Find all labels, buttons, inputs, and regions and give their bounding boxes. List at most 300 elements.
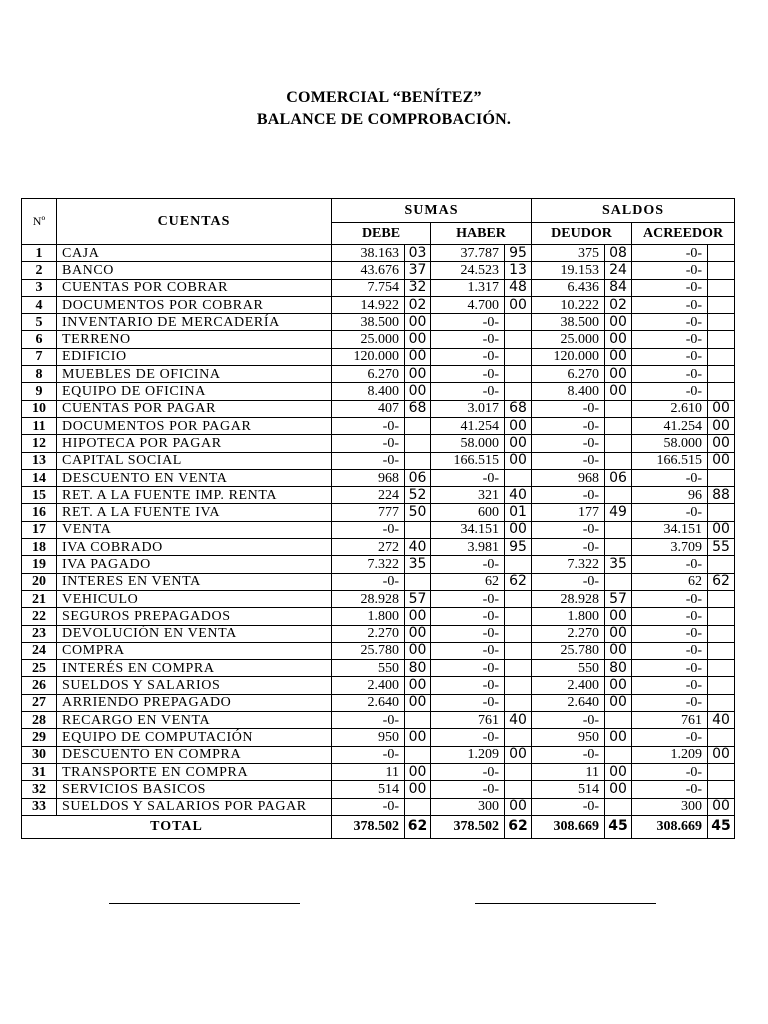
row-number: 3 bbox=[22, 279, 57, 296]
deudor-cents: 08 bbox=[605, 245, 632, 262]
acreedor-amount: 34.151 bbox=[632, 521, 708, 538]
deudor-cents bbox=[605, 539, 632, 556]
acreedor-cents: 55 bbox=[708, 539, 735, 556]
acreedor-cents bbox=[708, 245, 735, 262]
deudor-cents bbox=[605, 573, 632, 590]
haber-cents: 01 bbox=[505, 504, 532, 521]
debe-amount: -0- bbox=[332, 452, 405, 469]
deudor-amount: 6.436 bbox=[532, 279, 605, 296]
acreedor-cents: 40 bbox=[708, 712, 735, 729]
total-deudor-cents: 45 bbox=[605, 815, 632, 838]
table-row bbox=[22, 452, 735, 469]
row-number: 31 bbox=[22, 763, 57, 780]
deudor-cents: 35 bbox=[605, 556, 632, 573]
account-name: IVA PAGADO bbox=[57, 556, 332, 573]
debe-cents bbox=[405, 573, 431, 590]
header-acreedor: ACREEDOR bbox=[632, 223, 735, 245]
haber-cents bbox=[505, 763, 532, 780]
account-name: DEVOLUCIÓN EN VENTA bbox=[57, 625, 332, 642]
table-row bbox=[22, 296, 735, 313]
acreedor-amount: -0- bbox=[632, 331, 708, 348]
row-number: 14 bbox=[22, 469, 57, 486]
debe-amount: 224 bbox=[332, 487, 405, 504]
acreedor-amount: -0- bbox=[632, 729, 708, 746]
debe-cents: 00 bbox=[405, 781, 431, 798]
deudor-cents bbox=[605, 487, 632, 504]
report-title: BALANCE DE COMPROBACIÓN. bbox=[256, 111, 512, 128]
row-number: 15 bbox=[22, 487, 57, 504]
row-number: 5 bbox=[22, 314, 57, 331]
acreedor-cents bbox=[708, 677, 735, 694]
table-row bbox=[22, 625, 735, 642]
account-name: INVENTARIO DE MERCADERÍA bbox=[57, 314, 332, 331]
deudor-amount: -0- bbox=[532, 798, 605, 815]
haber-cents bbox=[505, 590, 532, 607]
table-row bbox=[22, 435, 735, 452]
debe-amount: 2.640 bbox=[332, 694, 405, 711]
account-name: CAJA bbox=[57, 245, 332, 262]
haber-amount: -0- bbox=[431, 677, 505, 694]
table-row bbox=[22, 590, 735, 607]
haber-amount: -0- bbox=[431, 642, 505, 659]
deudor-cents bbox=[605, 746, 632, 763]
acreedor-cents: 88 bbox=[708, 487, 735, 504]
table-row bbox=[22, 608, 735, 625]
table-row bbox=[22, 245, 735, 262]
deudor-cents: 06 bbox=[605, 469, 632, 486]
acreedor-amount: -0- bbox=[632, 262, 708, 279]
acreedor-amount: -0- bbox=[632, 642, 708, 659]
acreedor-amount: 62 bbox=[632, 573, 708, 590]
acreedor-amount: -0- bbox=[632, 660, 708, 677]
deudor-amount: 8.400 bbox=[532, 383, 605, 400]
deudor-amount: 968 bbox=[532, 469, 605, 486]
header-saldos: SALDOS bbox=[532, 199, 735, 223]
debe-cents: 40 bbox=[405, 539, 431, 556]
deudor-cents: 00 bbox=[605, 677, 632, 694]
deudor-cents: 00 bbox=[605, 383, 632, 400]
table-row bbox=[22, 487, 735, 504]
deudor-cents: 57 bbox=[605, 590, 632, 607]
haber-cents bbox=[505, 331, 532, 348]
acreedor-amount: -0- bbox=[632, 314, 708, 331]
account-name: TERRENO bbox=[57, 331, 332, 348]
debe-cents: 00 bbox=[405, 608, 431, 625]
haber-cents bbox=[505, 348, 532, 365]
acreedor-cents: 00 bbox=[708, 746, 735, 763]
table-row bbox=[22, 746, 735, 763]
table-row bbox=[22, 417, 735, 434]
haber-amount: -0- bbox=[431, 314, 505, 331]
debe-cents: 03 bbox=[405, 245, 431, 262]
deudor-amount: 375 bbox=[532, 245, 605, 262]
haber-amount: 24.523 bbox=[431, 262, 505, 279]
haber-cents bbox=[505, 729, 532, 746]
haber-cents bbox=[505, 694, 532, 711]
table-row bbox=[22, 400, 735, 417]
row-number: 18 bbox=[22, 539, 57, 556]
deudor-amount: -0- bbox=[532, 573, 605, 590]
header-deudor: DEUDOR bbox=[532, 223, 632, 245]
row-number: 24 bbox=[22, 642, 57, 659]
deudor-cents: 00 bbox=[605, 314, 632, 331]
acreedor-cents: 00 bbox=[708, 521, 735, 538]
table-row bbox=[22, 763, 735, 780]
debe-amount: 2.270 bbox=[332, 625, 405, 642]
deudor-cents: 00 bbox=[605, 348, 632, 365]
row-number: 33 bbox=[22, 798, 57, 815]
deudor-cents: 00 bbox=[605, 729, 632, 746]
haber-amount: 1.209 bbox=[431, 746, 505, 763]
acreedor-cents bbox=[708, 642, 735, 659]
table-row bbox=[22, 642, 735, 659]
table-row bbox=[22, 383, 735, 400]
acreedor-cents bbox=[708, 608, 735, 625]
debe-cents bbox=[405, 435, 431, 452]
haber-amount: -0- bbox=[431, 660, 505, 677]
table-row bbox=[22, 677, 735, 694]
deudor-amount: -0- bbox=[532, 521, 605, 538]
account-name: SUELDOS Y SALARIOS bbox=[57, 677, 332, 694]
haber-amount: 37.787 bbox=[431, 245, 505, 262]
account-name: EDIFICIO bbox=[57, 348, 332, 365]
row-number: 22 bbox=[22, 608, 57, 625]
deudor-cents: 49 bbox=[605, 504, 632, 521]
debe-cents: 37 bbox=[405, 262, 431, 279]
deudor-cents bbox=[605, 417, 632, 434]
acreedor-amount: -0- bbox=[632, 677, 708, 694]
acreedor-cents bbox=[708, 504, 735, 521]
debe-amount: -0- bbox=[332, 712, 405, 729]
table-row bbox=[22, 331, 735, 348]
row-number: 32 bbox=[22, 781, 57, 798]
account-name: RET. A LA FUENTE IVA bbox=[57, 504, 332, 521]
acreedor-cents bbox=[708, 625, 735, 642]
haber-cents: 68 bbox=[505, 400, 532, 417]
acreedor-cents bbox=[708, 729, 735, 746]
account-name: RECARGO EN VENTA bbox=[57, 712, 332, 729]
row-number: 19 bbox=[22, 556, 57, 573]
haber-amount: -0- bbox=[431, 383, 505, 400]
haber-cents bbox=[505, 383, 532, 400]
row-number: 27 bbox=[22, 694, 57, 711]
haber-amount: 1.317 bbox=[431, 279, 505, 296]
deudor-cents bbox=[605, 452, 632, 469]
acreedor-cents bbox=[708, 383, 735, 400]
haber-amount: -0- bbox=[431, 763, 505, 780]
account-name: MUEBLES DE OFICINA bbox=[57, 366, 332, 383]
debe-amount: 120.000 bbox=[332, 348, 405, 365]
row-number: 16 bbox=[22, 504, 57, 521]
haber-amount: -0- bbox=[431, 590, 505, 607]
total-acreedor: 308.669 bbox=[632, 815, 708, 838]
account-name: DESCUENTO EN COMPRA bbox=[57, 746, 332, 763]
row-number: 25 bbox=[22, 660, 57, 677]
haber-amount: 4.700 bbox=[431, 296, 505, 313]
debe-cents: 06 bbox=[405, 469, 431, 486]
signature-line-left bbox=[109, 903, 300, 904]
header-sumas: SUMAS bbox=[332, 199, 532, 223]
haber-cents: 13 bbox=[505, 262, 532, 279]
deudor-amount: 120.000 bbox=[532, 348, 605, 365]
account-name: HIPOTECA POR PAGAR bbox=[57, 435, 332, 452]
haber-cents bbox=[505, 366, 532, 383]
acreedor-amount: -0- bbox=[632, 556, 708, 573]
debe-amount: 272 bbox=[332, 539, 405, 556]
row-number: 20 bbox=[22, 573, 57, 590]
haber-amount: -0- bbox=[431, 781, 505, 798]
company-title: COMERCIAL “BENÍTEZ” bbox=[286, 89, 482, 106]
account-name: DESCUENTO EN VENTA bbox=[57, 469, 332, 486]
acreedor-cents: 00 bbox=[708, 400, 735, 417]
haber-amount: -0- bbox=[431, 348, 505, 365]
debe-cents bbox=[405, 798, 431, 815]
deudor-amount: 2.400 bbox=[532, 677, 605, 694]
acreedor-cents bbox=[708, 366, 735, 383]
debe-amount: -0- bbox=[332, 573, 405, 590]
haber-cents bbox=[505, 469, 532, 486]
acreedor-cents: 00 bbox=[708, 417, 735, 434]
debe-amount: 43.676 bbox=[332, 262, 405, 279]
account-name: VENTA bbox=[57, 521, 332, 538]
debe-cents: 02 bbox=[405, 296, 431, 313]
account-name: INTERÉS EN COMPRA bbox=[57, 660, 332, 677]
haber-cents bbox=[505, 781, 532, 798]
table-row bbox=[22, 366, 735, 383]
deudor-amount: -0- bbox=[532, 712, 605, 729]
debe-amount: 25.000 bbox=[332, 331, 405, 348]
deudor-cents: 00 bbox=[605, 608, 632, 625]
table-row bbox=[22, 539, 735, 556]
haber-cents bbox=[505, 556, 532, 573]
debe-amount: 7.754 bbox=[332, 279, 405, 296]
account-name: SEGUROS PREPAGADOS bbox=[57, 608, 332, 625]
debe-amount: 25.780 bbox=[332, 642, 405, 659]
debe-cents: 00 bbox=[405, 763, 431, 780]
haber-cents: 00 bbox=[505, 435, 532, 452]
debe-amount: 14.922 bbox=[332, 296, 405, 313]
table-row bbox=[22, 798, 735, 815]
account-name: SUELDOS Y SALARIOS POR PAGAR bbox=[57, 798, 332, 815]
acreedor-amount: 300 bbox=[632, 798, 708, 815]
debe-amount: 514 bbox=[332, 781, 405, 798]
debe-cents: 00 bbox=[405, 642, 431, 659]
row-number: 6 bbox=[22, 331, 57, 348]
debe-amount: 38.163 bbox=[332, 245, 405, 262]
acreedor-amount: -0- bbox=[632, 348, 708, 365]
acreedor-amount: 41.254 bbox=[632, 417, 708, 434]
acreedor-cents bbox=[708, 279, 735, 296]
deudor-cents: 80 bbox=[605, 660, 632, 677]
debe-cents: 00 bbox=[405, 625, 431, 642]
acreedor-amount: 1.209 bbox=[632, 746, 708, 763]
row-number: 7 bbox=[22, 348, 57, 365]
row-number: 28 bbox=[22, 712, 57, 729]
account-name: CUENTAS POR PAGAR bbox=[57, 400, 332, 417]
debe-amount: -0- bbox=[332, 435, 405, 452]
total-row bbox=[22, 815, 735, 838]
header-accounts: CUENTAS bbox=[57, 199, 332, 245]
haber-amount: -0- bbox=[431, 729, 505, 746]
acreedor-cents bbox=[708, 469, 735, 486]
debe-cents: 52 bbox=[405, 487, 431, 504]
haber-cents: 62 bbox=[505, 573, 532, 590]
deudor-amount: 25.780 bbox=[532, 642, 605, 659]
haber-cents: 95 bbox=[505, 539, 532, 556]
acreedor-amount: 166.515 bbox=[632, 452, 708, 469]
deudor-cents: 00 bbox=[605, 331, 632, 348]
acreedor-amount: -0- bbox=[632, 781, 708, 798]
debe-cents: 00 bbox=[405, 383, 431, 400]
haber-amount: 761 bbox=[431, 712, 505, 729]
deudor-amount: 19.153 bbox=[532, 262, 605, 279]
deudor-cents: 00 bbox=[605, 625, 632, 642]
acreedor-amount: -0- bbox=[632, 694, 708, 711]
deudor-amount: 10.222 bbox=[532, 296, 605, 313]
table-row bbox=[22, 556, 735, 573]
debe-amount: -0- bbox=[332, 417, 405, 434]
haber-amount: -0- bbox=[431, 331, 505, 348]
acreedor-amount: -0- bbox=[632, 590, 708, 607]
acreedor-amount: -0- bbox=[632, 469, 708, 486]
haber-cents: 40 bbox=[505, 712, 532, 729]
debe-cents: 00 bbox=[405, 694, 431, 711]
debe-amount: 11 bbox=[332, 763, 405, 780]
acreedor-amount: 96 bbox=[632, 487, 708, 504]
acreedor-amount: -0- bbox=[632, 279, 708, 296]
table-row bbox=[22, 504, 735, 521]
haber-cents bbox=[505, 608, 532, 625]
deudor-amount: -0- bbox=[532, 417, 605, 434]
debe-amount: 6.270 bbox=[332, 366, 405, 383]
deudor-amount: 514 bbox=[532, 781, 605, 798]
acreedor-amount: -0- bbox=[632, 366, 708, 383]
haber-amount: 34.151 bbox=[431, 521, 505, 538]
acreedor-amount: -0- bbox=[632, 504, 708, 521]
row-number: 9 bbox=[22, 383, 57, 400]
acreedor-cents bbox=[708, 556, 735, 573]
deudor-amount: 177 bbox=[532, 504, 605, 521]
deudor-amount: -0- bbox=[532, 452, 605, 469]
row-number: 8 bbox=[22, 366, 57, 383]
debe-amount: 38.500 bbox=[332, 314, 405, 331]
deudor-amount: 28.928 bbox=[532, 590, 605, 607]
debe-amount: 968 bbox=[332, 469, 405, 486]
haber-cents: 48 bbox=[505, 279, 532, 296]
total-debe-cents: 62 bbox=[405, 815, 431, 838]
acreedor-cents bbox=[708, 262, 735, 279]
haber-amount: 3.981 bbox=[431, 539, 505, 556]
debe-cents: 00 bbox=[405, 729, 431, 746]
account-name: INTERES EN VENTA bbox=[57, 573, 332, 590]
haber-amount: 41.254 bbox=[431, 417, 505, 434]
deudor-cents bbox=[605, 521, 632, 538]
debe-cents: 57 bbox=[405, 590, 431, 607]
table-row bbox=[22, 781, 735, 798]
haber-cents: 00 bbox=[505, 417, 532, 434]
row-number: 4 bbox=[22, 296, 57, 313]
account-name: SERVICIOS BASICOS bbox=[57, 781, 332, 798]
debe-amount: -0- bbox=[332, 521, 405, 538]
acreedor-cents bbox=[708, 590, 735, 607]
account-name: RET. A LA FUENTE IMP. RENTA bbox=[57, 487, 332, 504]
deudor-cents: 00 bbox=[605, 694, 632, 711]
table-row bbox=[22, 348, 735, 365]
deudor-amount: 2.270 bbox=[532, 625, 605, 642]
debe-amount: 407 bbox=[332, 400, 405, 417]
total-label: TOTAL bbox=[22, 815, 332, 838]
haber-amount: 300 bbox=[431, 798, 505, 815]
account-name: TRANSPORTE EN COMPRA bbox=[57, 763, 332, 780]
acreedor-cents: 00 bbox=[708, 435, 735, 452]
acreedor-amount: -0- bbox=[632, 296, 708, 313]
table-row bbox=[22, 694, 735, 711]
haber-cents: 00 bbox=[505, 521, 532, 538]
deudor-amount: 25.000 bbox=[532, 331, 605, 348]
total-haber: 378.502 bbox=[431, 815, 505, 838]
table-row bbox=[22, 262, 735, 279]
table-row bbox=[22, 279, 735, 296]
debe-amount: -0- bbox=[332, 798, 405, 815]
row-number: 11 bbox=[22, 417, 57, 434]
row-number: 2 bbox=[22, 262, 57, 279]
acreedor-cents bbox=[708, 660, 735, 677]
deudor-cents: 02 bbox=[605, 296, 632, 313]
debe-amount: 550 bbox=[332, 660, 405, 677]
acreedor-cents bbox=[708, 331, 735, 348]
account-name: DOCUMENTOS POR COBRAR bbox=[57, 296, 332, 313]
row-number: 21 bbox=[22, 590, 57, 607]
deudor-cents: 24 bbox=[605, 262, 632, 279]
deudor-amount: -0- bbox=[532, 400, 605, 417]
table-row bbox=[22, 660, 735, 677]
debe-cents: 32 bbox=[405, 279, 431, 296]
deudor-amount: 7.322 bbox=[532, 556, 605, 573]
acreedor-amount: 761 bbox=[632, 712, 708, 729]
debe-cents bbox=[405, 452, 431, 469]
debe-amount: 777 bbox=[332, 504, 405, 521]
deudor-cents: 00 bbox=[605, 366, 632, 383]
table-row bbox=[22, 573, 735, 590]
acreedor-amount: -0- bbox=[632, 383, 708, 400]
acreedor-amount: 2.610 bbox=[632, 400, 708, 417]
debe-cents: 00 bbox=[405, 348, 431, 365]
account-name: IVA COBRADO bbox=[57, 539, 332, 556]
deudor-amount: 1.800 bbox=[532, 608, 605, 625]
deudor-amount: -0- bbox=[532, 746, 605, 763]
row-number: 1 bbox=[22, 245, 57, 262]
acreedor-cents bbox=[708, 314, 735, 331]
row-number: 10 bbox=[22, 400, 57, 417]
account-name: EQUIPO DE OFICINA bbox=[57, 383, 332, 400]
table-row bbox=[22, 729, 735, 746]
header-haber: HABER bbox=[431, 223, 532, 245]
haber-amount: 166.515 bbox=[431, 452, 505, 469]
row-number: 12 bbox=[22, 435, 57, 452]
haber-amount: 62 bbox=[431, 573, 505, 590]
debe-cents bbox=[405, 712, 431, 729]
acreedor-amount: -0- bbox=[632, 763, 708, 780]
deudor-amount: -0- bbox=[532, 435, 605, 452]
haber-cents bbox=[505, 314, 532, 331]
table-row bbox=[22, 712, 735, 729]
haber-cents: 00 bbox=[505, 798, 532, 815]
debe-amount: 2.400 bbox=[332, 677, 405, 694]
deudor-amount: -0- bbox=[532, 487, 605, 504]
total-haber-cents: 62 bbox=[505, 815, 532, 838]
debe-cents: 68 bbox=[405, 400, 431, 417]
debe-amount: 8.400 bbox=[332, 383, 405, 400]
